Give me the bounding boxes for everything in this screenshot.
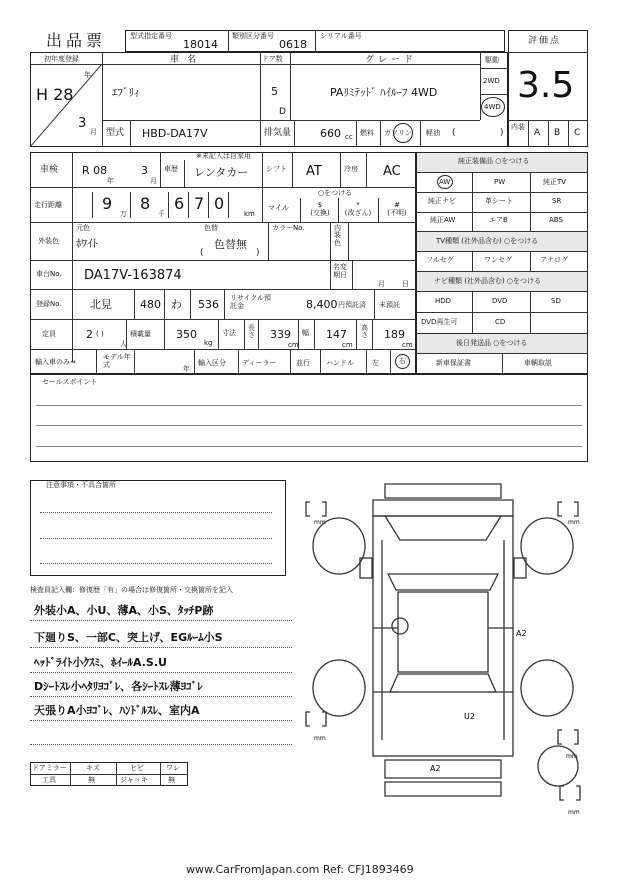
model-year-label: モデル年式 [103,353,131,369]
eval-label: 評価点 [528,36,562,46]
shift-label: シフト [266,165,287,173]
car-diagram [290,478,600,818]
handle-left: 左 [372,359,379,367]
import-class-label: 輸入区分 [198,359,226,367]
mile-label: マイル [268,204,289,212]
damage-mark-u2: U2 [464,712,475,721]
navi-sd: SD [551,297,561,305]
defect-tools: 工具 [42,776,56,784]
usage-label: 車歴 [164,165,178,173]
handle-label: ハンドル [326,359,354,367]
navi-cd: CD [495,318,506,326]
tv-analog: アナログ [540,256,568,264]
import-label: 輸入車のみ⇒ [35,358,76,366]
mileage-label: 走行距離 [34,201,62,209]
car-name-label: 車名 [170,55,205,65]
interior-grade-c: C [574,128,581,138]
first-reg-year: H 28 [36,85,74,104]
reg-number: 536 [198,298,219,311]
sales-point-box [30,374,588,462]
mm-label-fl: mm [314,519,326,526]
shaken-label: 車検 [40,165,59,175]
drive-label: 駆動 [485,56,499,64]
odo-tampered: * (改ざん) [344,201,372,218]
ac-value: AC [383,164,401,179]
recycle-unpaid: 未預託 [379,301,400,309]
tv-fullseg: フルセグ [426,256,454,264]
type-label: 型式 [106,128,125,138]
length-label: 長さ [248,324,255,340]
load-value: 350 [176,328,197,341]
orig-color: ﾎﾜｲﾄ [76,237,98,250]
capacity-label: 定員 [42,330,56,338]
navi-hdd: HDD [435,297,452,305]
caution-box [30,480,286,576]
ext-color-label: 外装色 [38,237,59,245]
width-label: 幅 [302,329,309,337]
interior-grade-b: B [554,128,561,138]
interior-label: 内装 [511,123,525,131]
damage-mark-a2-side: A2 [516,629,527,638]
reg-kana: わ [171,298,182,311]
first-reg-label: 初年度登録 [44,55,79,63]
class-code-label: 類別区分番号 [232,32,274,40]
fuel-gasoline: ガソリン [384,129,412,137]
type-value: HBD-DA17V [142,127,208,140]
note-line-2: 下廻りS、一部C、突上げ、EGﾙｰﾑ小S [34,631,223,644]
height-label: 高さ [361,324,368,340]
doors-label: ドア数 [262,55,283,63]
shaken-value: R 08 [82,164,108,177]
note-line-5: 天張りA小ﾖｺﾞﾚ、ﾊﾝﾄﾞﾙｽﾚ、室内A [34,704,200,717]
sales-point-label: セールスポイント [42,378,98,386]
capacity-value: 2 [86,328,93,341]
width-value: 147 [326,328,347,341]
odo-exchange: $ (交換) [310,201,330,218]
handle-right: 右 [399,357,406,365]
mileage-digit-2: 8 [140,194,151,213]
genuine-label: 純正装備品 ○をつける [458,157,530,165]
later-manual: 車輌取説 [524,359,552,367]
reg-class: 480 [140,298,161,311]
opt-sr: SR [552,197,562,205]
opt-abs: ABS [549,216,563,224]
import-dealer: ディーラー [242,359,277,367]
mileage-digit-3: 6 [174,194,185,213]
color-num-label: 色替 [204,224,218,232]
mm-label-fr: mm [568,519,580,526]
color-changed: 色替無 [214,238,247,251]
doors-value: 5 [271,85,278,98]
ac-label: 冷房 [344,165,358,173]
inspector-label: 検査員記入欄：修復歴「有」の場合は修復箇所・交換箇所を記入 [30,586,233,594]
defect-header-scratch: キズ [86,764,100,772]
usage-note: ※未記入は自家用 [196,152,251,160]
displacement-value: 660 [320,127,341,140]
mileage-digit-4: 7 [194,194,205,213]
opt-genuine-aw: 純正AW [430,216,456,224]
interior-grade-a: A [534,128,541,138]
color-no-label: カラーNo. [272,224,305,232]
tv-label: TV種類 (社外品含む) ○をつける [436,237,539,245]
mileage-digit-1: 9 [102,194,113,213]
fuel-label: 燃料 [360,129,374,137]
mm-label-spare: mm [568,809,580,816]
drive-2wd: 2WD [483,77,500,85]
odo-unknown: # (不明) [387,201,407,218]
int-color-label: 内装色 [334,224,341,247]
score-value: 3.5 [517,65,575,106]
shaken-month: 3 [141,164,148,177]
name-change-label: 名変期日 [333,263,347,279]
height-value: 189 [384,328,405,341]
caution-label: 注意事項・不具合箇所 [46,481,116,489]
defect-header-break: ワレ [166,764,180,772]
defect-tools-value: 無 [88,776,95,784]
opt-tv: 純正TV [543,178,567,186]
later-label: 後日発送品 ○をつける [456,339,528,347]
opt-pw: PW [494,178,506,186]
chassis-label: 車台No. [36,270,62,278]
tv-oneseg: ワンセグ [484,256,512,264]
navi-dvd: DVD [492,297,508,305]
light-oil-label: 軽油 [426,129,440,137]
recycle-value: 8,400 [306,298,338,311]
orig-color-label: 元色 [76,224,90,232]
recycle-label: リサイクル預託金 [230,294,272,311]
opt-airbag: エアB [489,216,508,224]
drive-4wd: 4WD [484,103,501,111]
grade-label: グレード [365,55,418,65]
later-warranty: 新車保証書 [436,359,471,367]
serial-label: シリアル番号 [320,32,362,40]
mileage-digit-5: 0 [214,194,225,213]
footer-reference: www.CarFromJapan.com Ref: CFJ1893469 [186,863,414,876]
defect-jack-value: 無 [168,776,175,784]
note-line-3: ﾍｯﾄﾞﾗｲﾄ小ｸｽﾐ、ﾎｲｰﾙA.S.U [34,656,167,669]
defect-jack: ジャッキ [120,776,148,784]
opt-navi: 純正ナビ [428,197,456,205]
displacement-label: 排気量 [264,128,292,138]
sheet-title: 出品票 [46,31,107,50]
dims-label: 寸法 [222,329,236,337]
reg-label: 登録No. [36,300,62,308]
usage-value: レンタカー [194,166,249,179]
navi-label: ナビ種類 (社外品含む) ○をつける [434,277,542,285]
opt-aw: AW [439,178,451,186]
opt-leather: 革シート [485,197,513,205]
grade-value: PAﾘﾐﾃｯﾄﾞ ﾊｲﾙｰﾌ 4WD [330,86,438,99]
shift-value: AT [306,164,322,179]
car-name: ｴﾌﾞﾘｨ [112,86,140,99]
load-label: 積載量 [130,330,151,338]
first-reg-month: 3 [78,116,87,131]
navi-dvd-play: DVD再生可 [421,318,458,326]
note-line-1: 外装小A、小U、薄A、小S、ﾀｯﾁP跡 [34,604,214,617]
damage-mark-a2-rear: A2 [430,764,441,773]
mm-label-rr: mm [566,753,578,760]
reg-area: 北見 [90,298,112,311]
class-code: 0618 [279,38,307,51]
model-code: 18014 [183,38,218,51]
mm-label-rl: mm [314,735,326,742]
model-code-label: 型式指定番号 [130,32,172,40]
circle-note: ○をつける [318,189,353,197]
note-line-4: Dｼｰﾄｽﾚ小ﾍﾀﾘﾖｺﾞﾚ、各ｼｰﾄｽﾚ薄ﾖｺﾞﾚ [34,680,203,693]
import-parallel: 並行 [296,359,310,367]
chassis-value: DA17V-163874 [84,268,182,283]
defect-header-crack: ヒビ [130,764,144,772]
defect-header-mirror: ドアミラー [32,764,67,772]
length-value: 339 [270,328,291,341]
